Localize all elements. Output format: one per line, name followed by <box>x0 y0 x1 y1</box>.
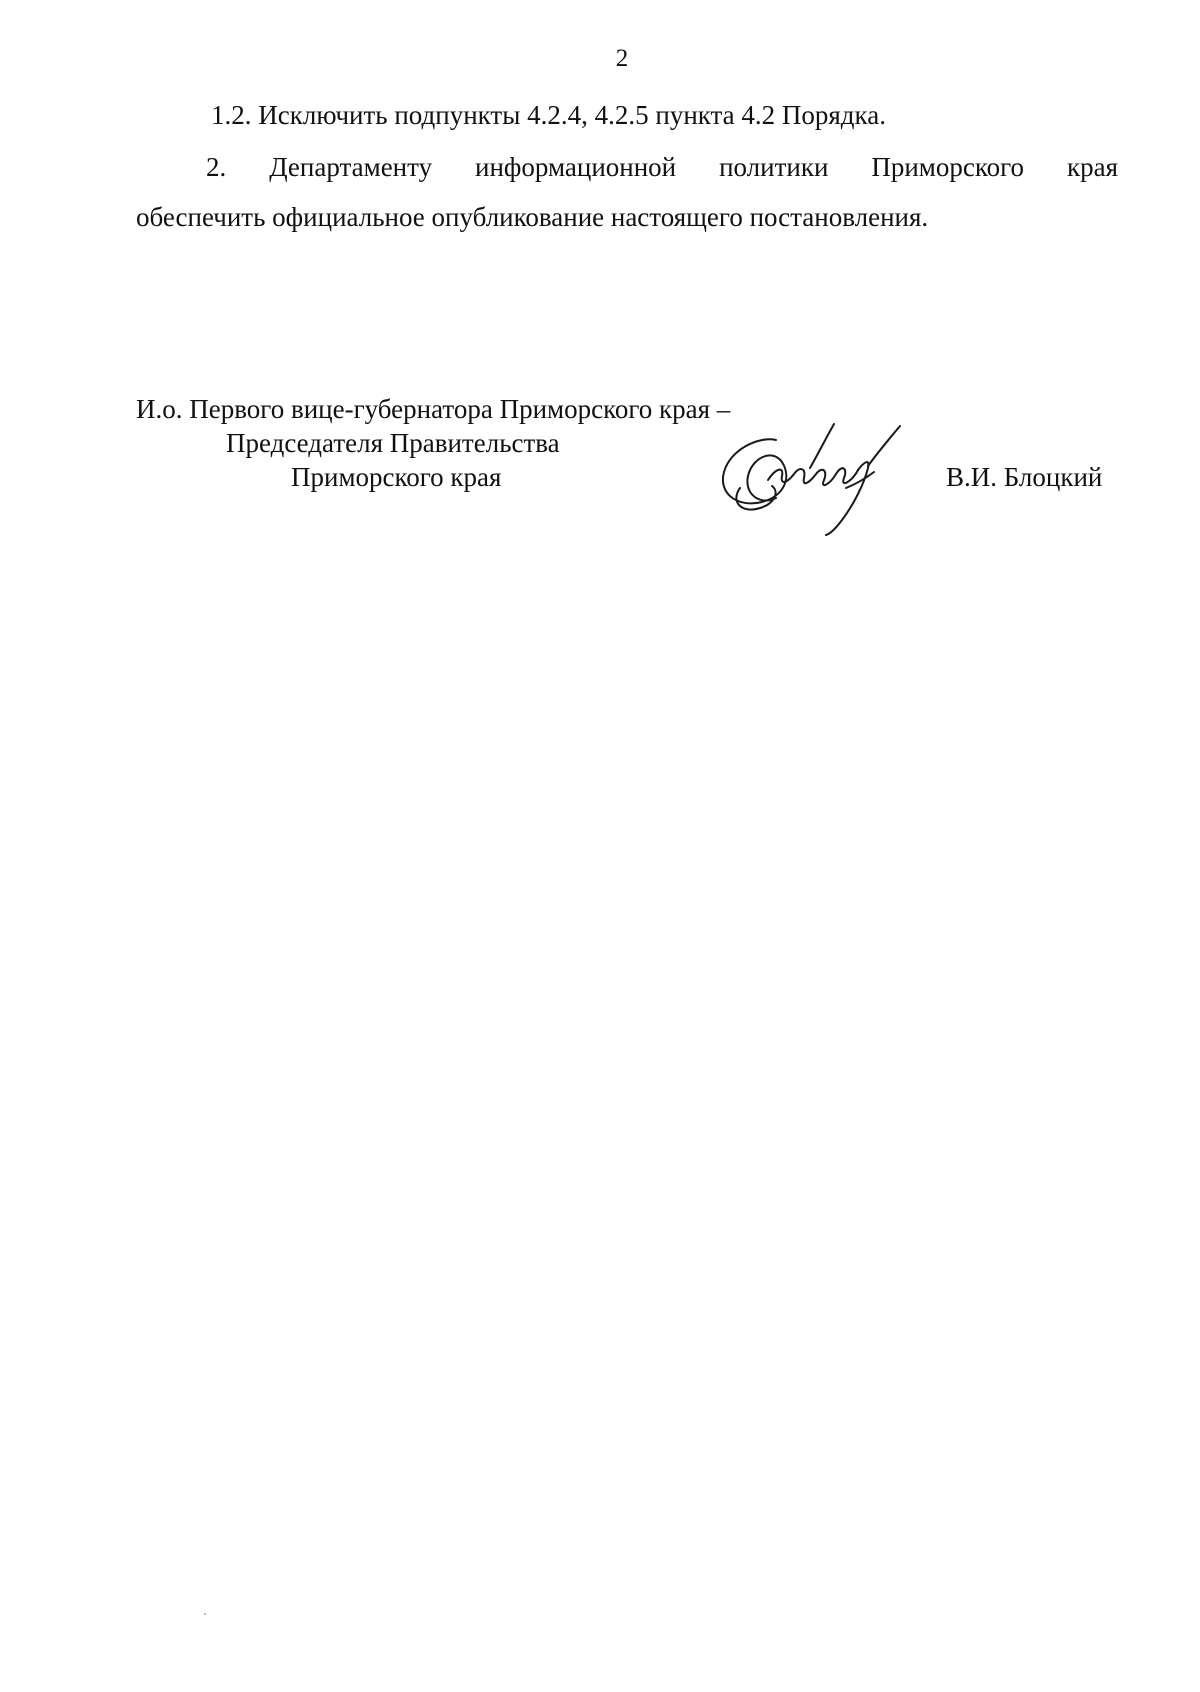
paragraph-2-line-1 <box>136 150 1118 184</box>
paragraph-2-word: информационной <box>475 152 677 182</box>
paragraph-2-word: 2. <box>206 152 227 182</box>
paragraph-2-word: политики <box>719 152 829 182</box>
signature-stroke <box>768 468 858 485</box>
signature-stroke <box>826 462 868 535</box>
paragraph-2-word: края <box>1066 152 1118 182</box>
signature-stroke <box>810 424 834 468</box>
paragraph-2-line-2: обеспечить официальное опубликование настоящего постановления. <box>136 202 929 232</box>
signatory-title-line-3: Приморского края <box>291 462 502 492</box>
signatory-title-line-2: Председателя Правительства <box>226 428 560 458</box>
paragraph-2-word: Департаменту <box>269 152 433 182</box>
signatory-name: В.И. Блоцкий <box>946 462 1103 492</box>
scan-speck <box>204 1613 206 1615</box>
signatory-title-line-1: И.о. Первого вице-губернатора Приморского края – <box>136 394 731 424</box>
page-number: 2 <box>615 45 629 72</box>
paragraph-1-2: 1.2. Исключить подпункты 4.2.4, 4.2.5 пункта 4.2 Порядка. <box>211 100 886 130</box>
signature-stroke <box>868 426 900 466</box>
paragraph-2-word: Приморского <box>871 152 1025 182</box>
handwritten-signature <box>718 418 918 536</box>
